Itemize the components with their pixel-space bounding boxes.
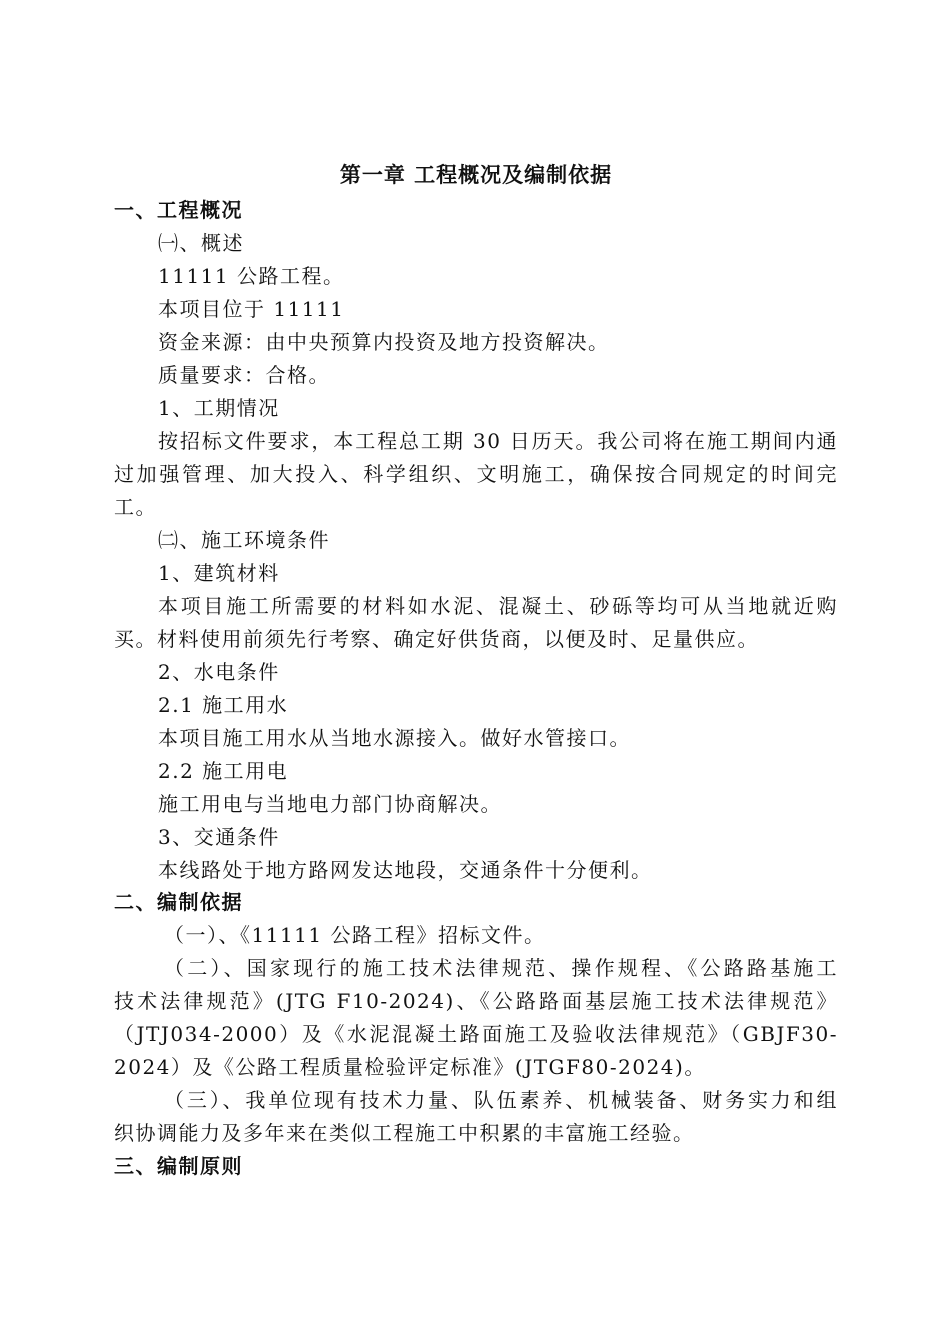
paragraph-line: （三）、我单位现有技术力量、队伍素养、机械装备、财务实力和组 bbox=[164, 1088, 838, 1112]
paragraph-line: 本线路处于地方路网发达地段，交通条件十分便利。 bbox=[158, 858, 653, 882]
paragraph-line: 本项目施工所需要的材料如水泥、混凝土、砂砾等均可从当地就近购 bbox=[158, 594, 838, 618]
section-heading-2: 二、编制依据 bbox=[114, 890, 243, 914]
paragraph-line: 按招标文件要求，本工程总工期 30 日历天。我公司将在施工期间内通 bbox=[158, 429, 838, 453]
item-heading: 3、交通条件 bbox=[158, 825, 280, 849]
paragraph-line: 本项目施工用水从当地水源接入。做好水管接口。 bbox=[158, 726, 631, 750]
paragraph-line: 施工用电与当地电力部门协商解决。 bbox=[158, 792, 502, 816]
paragraph-line: 工。 bbox=[114, 495, 157, 519]
paragraph-line: （二）、国家现行的施工技术法律规范、操作规程、《公路路基施工 bbox=[164, 956, 838, 980]
paragraph-line: （JTJ034-2000）及《水泥混凝土路面施工及验收法律规范》（GBJF30- bbox=[114, 1022, 838, 1046]
paragraph-line: 买。材料使用前须先行考察、确定好供货商，以便及时、足量供应。 bbox=[114, 627, 759, 651]
paragraph-line: 2024）及《公路工程质量检验评定标准》(JTGF80-2024)。 bbox=[114, 1055, 706, 1079]
item-heading: 2、水电条件 bbox=[158, 660, 280, 684]
item-heading: 1、工期情况 bbox=[158, 396, 280, 420]
paragraph-line: 资金来源：由中央预算内投资及地方投资解决。 bbox=[158, 330, 610, 354]
chapter-title: 第一章 工程概况及编制依据 bbox=[339, 163, 613, 187]
paragraph-line: 11111 公路工程。 bbox=[158, 264, 345, 288]
paragraph-line: 本项目位于 11111 bbox=[158, 297, 345, 321]
item-heading: 2.2 施工用电 bbox=[158, 759, 289, 783]
subsection-heading: ㈡、施工环境条件 bbox=[158, 528, 330, 552]
section-heading-1: 一、工程概况 bbox=[114, 198, 243, 222]
paragraph-line: 织协调能力及多年来在类似工程施工中积累的丰富施工经验。 bbox=[114, 1121, 695, 1145]
item-heading: 1、建筑材料 bbox=[158, 561, 280, 585]
item-heading: 2.1 施工用水 bbox=[158, 693, 289, 717]
section-heading-3: 三、编制原则 bbox=[114, 1154, 243, 1178]
paragraph-line: 过加强管理、加大投入、科学组织、文明施工，确保按合同规定的时间完 bbox=[114, 462, 838, 486]
paragraph-line: （一）、《11111 公路工程》招标文件。 bbox=[164, 923, 546, 947]
paragraph-line: 技术法律规范》(JTG F10-2024)、《公路路面基层施工技术法律规范》 bbox=[114, 989, 838, 1013]
paragraph-line: 质量要求：合格。 bbox=[158, 363, 330, 387]
subsection-heading: ㈠、概述 bbox=[158, 231, 244, 255]
